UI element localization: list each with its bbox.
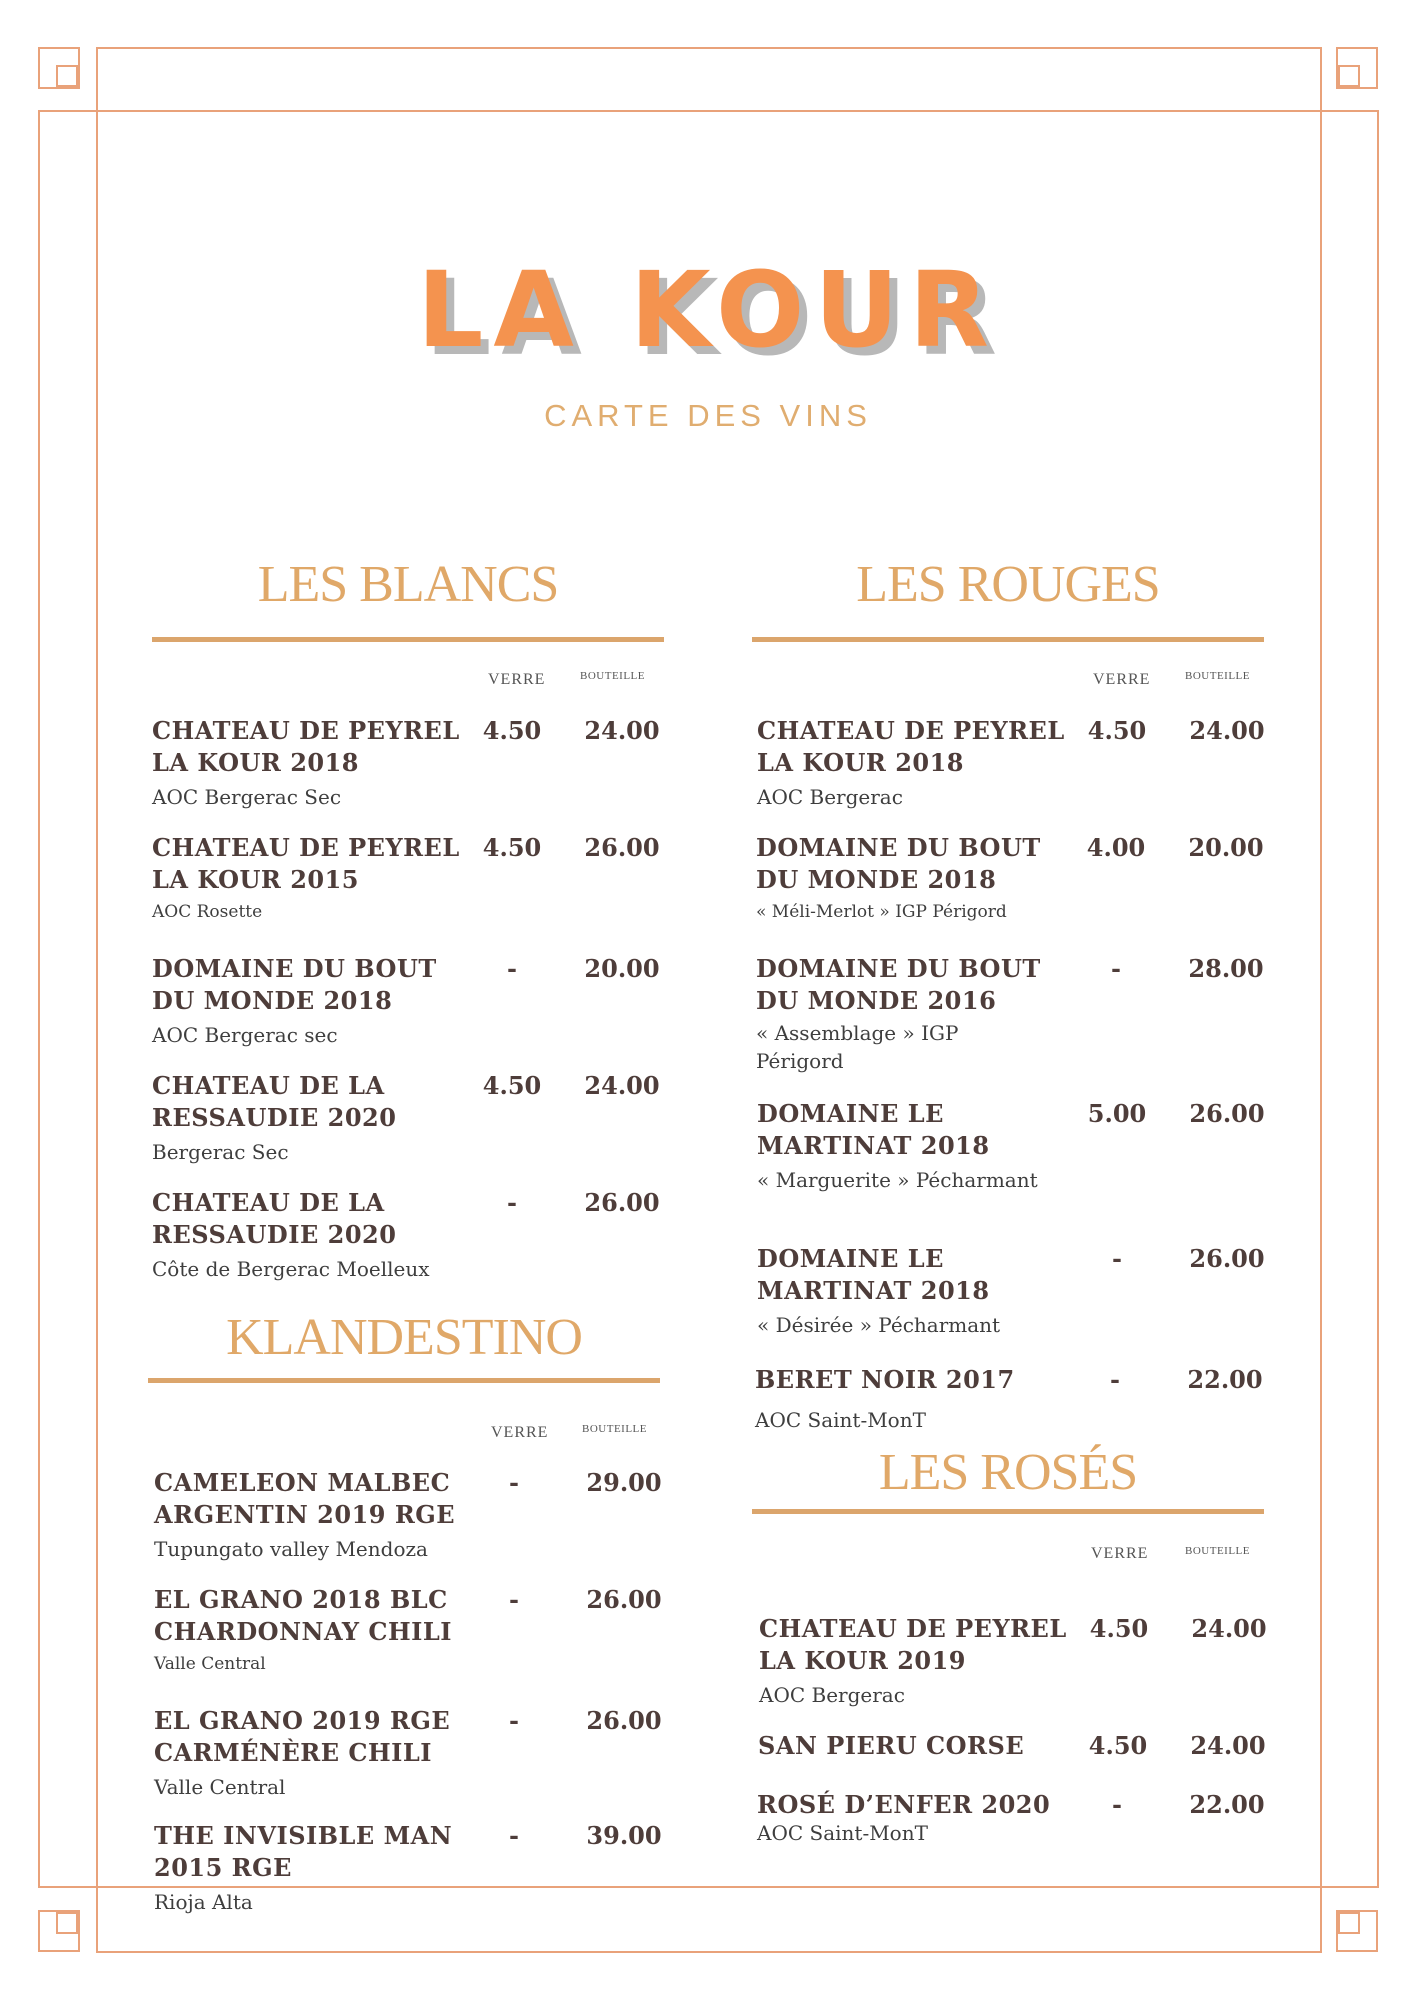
price-verre: -	[507, 954, 517, 983]
price-bouteille: 24.00	[584, 716, 660, 745]
wine-name: EL GRANO 2018 BLC CHARDONNAY CHILI	[154, 1585, 452, 1646]
price-verre: 4.50	[1088, 1731, 1148, 1760]
price-verre: 4.50	[482, 833, 542, 862]
price-verre: 4.50	[482, 1071, 542, 1100]
price-verre: -	[1112, 1790, 1122, 1819]
price-bouteille: 20.00	[584, 954, 660, 983]
price-bouteille: 24.00	[1189, 716, 1265, 745]
column-header-bouteille: BOUTEILLE	[580, 670, 645, 682]
wine-appellation: « Assemblage » IGP Périgord	[756, 1021, 959, 1073]
wine-appellation: « Marguerite » Pécharmant	[757, 1168, 1038, 1192]
wine-appellation: Rioja Alta	[154, 1890, 253, 1914]
wine-appellation: AOC Rosette	[152, 902, 263, 922]
price-bouteille: 24.00	[1191, 1614, 1267, 1643]
section-rule-klandestino	[148, 1378, 660, 1383]
section-title-blancs: LES BLANCS	[257, 556, 559, 613]
wine-name: DOMAINE DU BOUT DU MONDE 2018	[152, 954, 437, 1015]
price-bouteille: 26.00	[1189, 1244, 1265, 1273]
price-verre: 4.50	[1087, 716, 1147, 745]
column-header-bouteille: BOUTEILLE	[582, 1423, 647, 1435]
wine-name: DOMAINE LE MARTINAT 2018	[757, 1244, 990, 1305]
wine-name: CHATEAU DE LA RESSAUDIE 2020	[152, 1071, 397, 1132]
price-verre: -	[509, 1821, 519, 1850]
price-bouteille: 22.00	[1187, 1365, 1263, 1394]
restaurant-title: LA KOUR	[417, 249, 999, 371]
wine-name: BERET NOIR 2017	[755, 1365, 1015, 1394]
wine-name: SAN PIERU CORSE	[758, 1731, 1025, 1760]
wine-name: DOMAINE DU BOUT DU MONDE 2016	[756, 954, 1041, 1015]
price-verre: 4.50	[1089, 1614, 1149, 1643]
wine-name: CHATEAU DE LA RESSAUDIE 2020	[152, 1188, 397, 1249]
corner-ornament-top-right	[1336, 47, 1378, 89]
price-bouteille: 24.00	[584, 1071, 660, 1100]
price-verre: -	[509, 1468, 519, 1497]
wine-appellation: « Désirée » Pécharmant	[757, 1313, 1001, 1337]
wine-name: CAMELEON MALBEC ARGENTIN 2019 RGE	[154, 1468, 456, 1529]
wine-name: CHATEAU DE PEYREL LA KOUR 2018	[152, 716, 460, 777]
wine-name: CHATEAU DE PEYREL LA KOUR 2015	[152, 833, 460, 894]
corner-ornament-bottom-left	[38, 1910, 80, 1952]
price-verre: -	[1111, 954, 1121, 983]
price-verre: 5.00	[1087, 1099, 1147, 1128]
wine-name: CHATEAU DE PEYREL LA KOUR 2018	[757, 716, 1065, 777]
column-header-bouteille: BOUTEILLE	[1185, 670, 1250, 682]
price-verre: -	[1112, 1244, 1122, 1273]
wine-appellation: AOC Saint-MonT	[755, 1408, 926, 1432]
price-verre: -	[509, 1585, 519, 1614]
price-verre: -	[1110, 1365, 1120, 1394]
price-bouteille: 39.00	[586, 1821, 662, 1850]
column-header-verre: VERRE	[488, 671, 546, 688]
section-title-rouges: LES ROUGES	[856, 556, 1160, 613]
column-header-verre: VERRE	[491, 1424, 549, 1441]
wine-name: DOMAINE LE MARTINAT 2018	[757, 1099, 990, 1160]
price-verre: -	[509, 1706, 519, 1735]
menu-subtitle: CARTE DES VINS	[544, 398, 872, 433]
wine-appellation: Tupungato valley Mendoza	[154, 1537, 428, 1561]
price-bouteille: 26.00	[584, 1188, 660, 1217]
price-verre: -	[507, 1188, 517, 1217]
price-verre: 4.00	[1086, 833, 1146, 862]
wine-appellation: AOC Saint-MonT	[757, 1821, 928, 1845]
wine-appellation: Bergerac Sec	[152, 1140, 289, 1164]
wine-name: THE INVISIBLE MAN 2015 RGE	[154, 1821, 453, 1882]
wine-appellation: AOC Bergerac	[759, 1683, 905, 1707]
price-bouteille: 22.00	[1189, 1790, 1265, 1819]
wine-appellation: Côte de Bergerac Moelleux	[152, 1257, 430, 1281]
wine-name: DOMAINE DU BOUT DU MONDE 2018	[756, 833, 1041, 894]
wine-appellation: AOC Bergerac sec	[152, 1023, 338, 1047]
column-header-verre: VERRE	[1093, 671, 1151, 688]
section-title-roses: LES ROSÉS	[878, 1444, 1138, 1501]
price-bouteille: 24.00	[1190, 1731, 1266, 1760]
price-bouteille: 28.00	[1188, 954, 1264, 983]
corner-ornament-top-left	[38, 47, 80, 89]
section-title-klandestino: KLANDESTINO	[226, 1309, 582, 1366]
price-bouteille: 29.00	[586, 1468, 662, 1497]
section-rule-rouges	[752, 637, 1264, 642]
wine-name: CHATEAU DE PEYREL LA KOUR 2019	[759, 1614, 1067, 1675]
price-verre: 4.50	[482, 716, 542, 745]
wine-appellation: « Méli-Merlot » IGP Périgord	[756, 902, 1007, 922]
wine-appellation: AOC Bergerac Sec	[152, 785, 342, 809]
wine-appellation: AOC Bergerac	[757, 785, 903, 809]
price-bouteille: 20.00	[1188, 833, 1264, 862]
section-rule-blancs	[152, 637, 664, 642]
wine-name: EL GRANO 2019 RGE CARMÉNÈRE CHILI	[154, 1706, 451, 1767]
price-bouteille: 26.00	[586, 1585, 662, 1614]
column-header-verre: VERRE	[1091, 1545, 1149, 1562]
column-header-bouteille: BOUTEILLE	[1185, 1545, 1250, 1557]
price-bouteille: 26.00	[1189, 1099, 1265, 1128]
wine-name: ROSÉ D’ENFER 2020	[757, 1790, 1051, 1819]
wine-appellation: Valle Central	[154, 1654, 266, 1674]
price-bouteille: 26.00	[586, 1706, 662, 1735]
wine-appellation: Valle Central	[154, 1775, 286, 1799]
section-rule-roses	[752, 1509, 1264, 1514]
corner-ornament-bottom-right	[1336, 1910, 1378, 1952]
price-bouteille: 26.00	[584, 833, 660, 862]
